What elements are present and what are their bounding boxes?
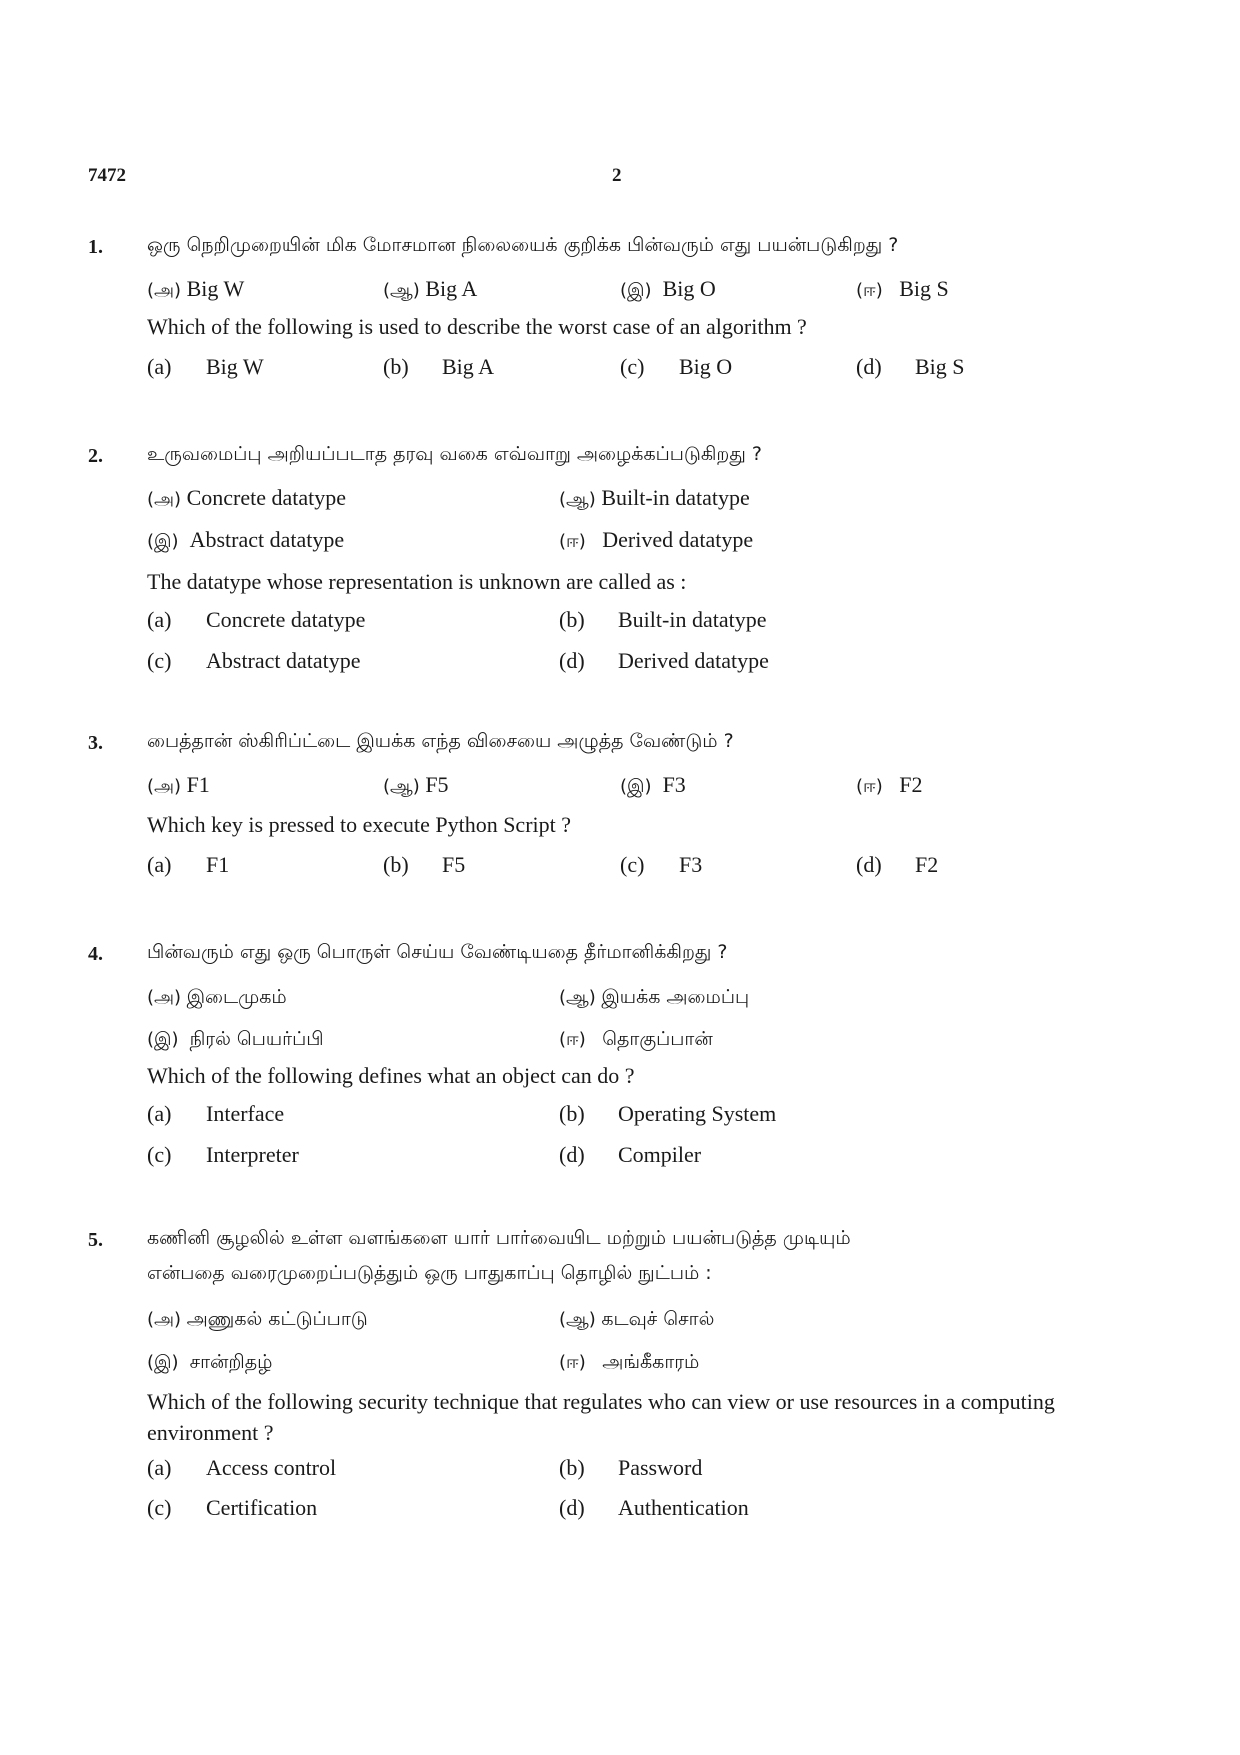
english-option-b: (b) F5 (383, 852, 466, 877)
tamil-option-2: (ஆ) கடவுச் சொல் (559, 1308, 715, 1330)
english-option-c: (c) Abstract datatype (147, 648, 361, 673)
english-option-a: (a) Concrete datatype (147, 607, 366, 632)
english-option-a: (a) Big W (147, 354, 264, 379)
english-option-c: (c) F3 (620, 852, 703, 877)
english-option-d: (d) Big S (856, 354, 965, 379)
tamil-option-1: (அ) F1 (147, 772, 210, 797)
question-number: 2. (88, 445, 103, 467)
english-option-c: (c) Certification (147, 1495, 318, 1520)
tamil-option-4: (ஈ) அங்கீகாரம் (559, 1351, 700, 1373)
english-question: Which of the following security technique that regulates who can view or use resources in a computing environment ? (147, 1389, 1055, 1445)
tamil-option-1: (அ) அணுகல் கட்டுப்பாடு (147, 1308, 368, 1330)
english-question: Which key is pressed to execute Python Script ? (147, 812, 572, 837)
tamil-option-3: (இ) Big O (620, 276, 716, 301)
tamil-question-line-2: என்பதை வரைமுறைப்படுத்தும் ஒரு பாதுகாப்பு தொழில் நுட்பம் : (147, 1262, 712, 1284)
tamil-option-3: (இ) F3 (620, 772, 686, 797)
tamil-option-4: (ஈ) தொகுப்பான் (559, 1028, 713, 1050)
english-option-b: (b) Password (559, 1455, 703, 1480)
english-option-b: (b) Operating System (559, 1101, 777, 1126)
english-option-d: (d) Derived datatype (559, 648, 769, 673)
tamil-question: பின்வரும் எது ஒரு பொருள் செய்ய வேண்டியதை தீர்மானிக்கிறது ? (147, 941, 728, 963)
tamil-question-line-1: கணினி சூழலில் உள்ள வளங்களை யார் பார்வையிட மற்றும் பயன்படுத்த முடியும் (147, 1227, 851, 1249)
english-question: The datatype whose representation is unknown are called as : (147, 569, 687, 594)
tamil-option-3: (இ) சான்றிதழ் (147, 1351, 273, 1373)
tamil-option-1: (அ) Concrete datatype (147, 485, 346, 510)
page-number: 2 (612, 165, 622, 186)
tamil-option-4: (ஈ) Big S (856, 276, 949, 301)
question-number: 5. (88, 1229, 103, 1251)
tamil-option-4: (ஈ) Derived datatype (559, 527, 754, 552)
english-option-c: (c) Interpreter (147, 1142, 299, 1167)
english-option-d: (d) F2 (856, 852, 939, 877)
english-option-b: (b) Built-in datatype (559, 607, 767, 632)
tamil-option-3: (இ) Abstract datatype (147, 527, 345, 552)
tamil-option-2: (ஆ) Big A (383, 276, 478, 301)
english-option-a: (a) Interface (147, 1101, 285, 1126)
tamil-option-1: (அ) Big W (147, 276, 245, 301)
english-option-c: (c) Big O (620, 354, 733, 379)
question-number: 3. (88, 732, 103, 754)
tamil-option-1: (அ) இடைமுகம் (147, 986, 287, 1008)
english-option-a: (a) Access control (147, 1455, 337, 1480)
tamil-option-2: (ஆ) F5 (383, 772, 449, 797)
english-option-d: (d) Compiler (559, 1142, 702, 1167)
question-number: 4. (88, 943, 103, 965)
tamil-question: உருவமைப்பு அறியப்படாத தரவு வகை எவ்வாறு அழைக்கப்படுகிறது ? (147, 443, 762, 465)
english-option-b: (b) Big A (383, 354, 494, 379)
exam-code: 7472 (88, 165, 126, 186)
tamil-option-4: (ஈ) F2 (856, 772, 923, 797)
english-question: Which of the following is used to describe the worst case of an algorithm ? (147, 314, 807, 339)
tamil-question: ஒரு நெறிமுறையின் மிக மோசமான நிலையைக் குறிக்க பின்வரும் எது பயன்படுகிறது ? (147, 234, 899, 256)
tamil-option-2: (ஆ) Built-in datatype (559, 485, 750, 510)
english-option-d: (d) Authentication (559, 1495, 749, 1520)
question-number: 1. (88, 236, 103, 258)
english-option-a: (a) F1 (147, 852, 230, 877)
english-question: Which of the following defines what an object can do ? (147, 1063, 635, 1088)
tamil-option-3: (இ) நிரல் பெயர்ப்பி (147, 1028, 324, 1050)
tamil-option-2: (ஆ) இயக்க அமைப்பு (559, 986, 750, 1008)
tamil-question: பைத்தான் ஸ்கிரிப்ட்டை இயக்க எந்த விசையை அழுத்த வேண்டும் ? (147, 730, 734, 752)
